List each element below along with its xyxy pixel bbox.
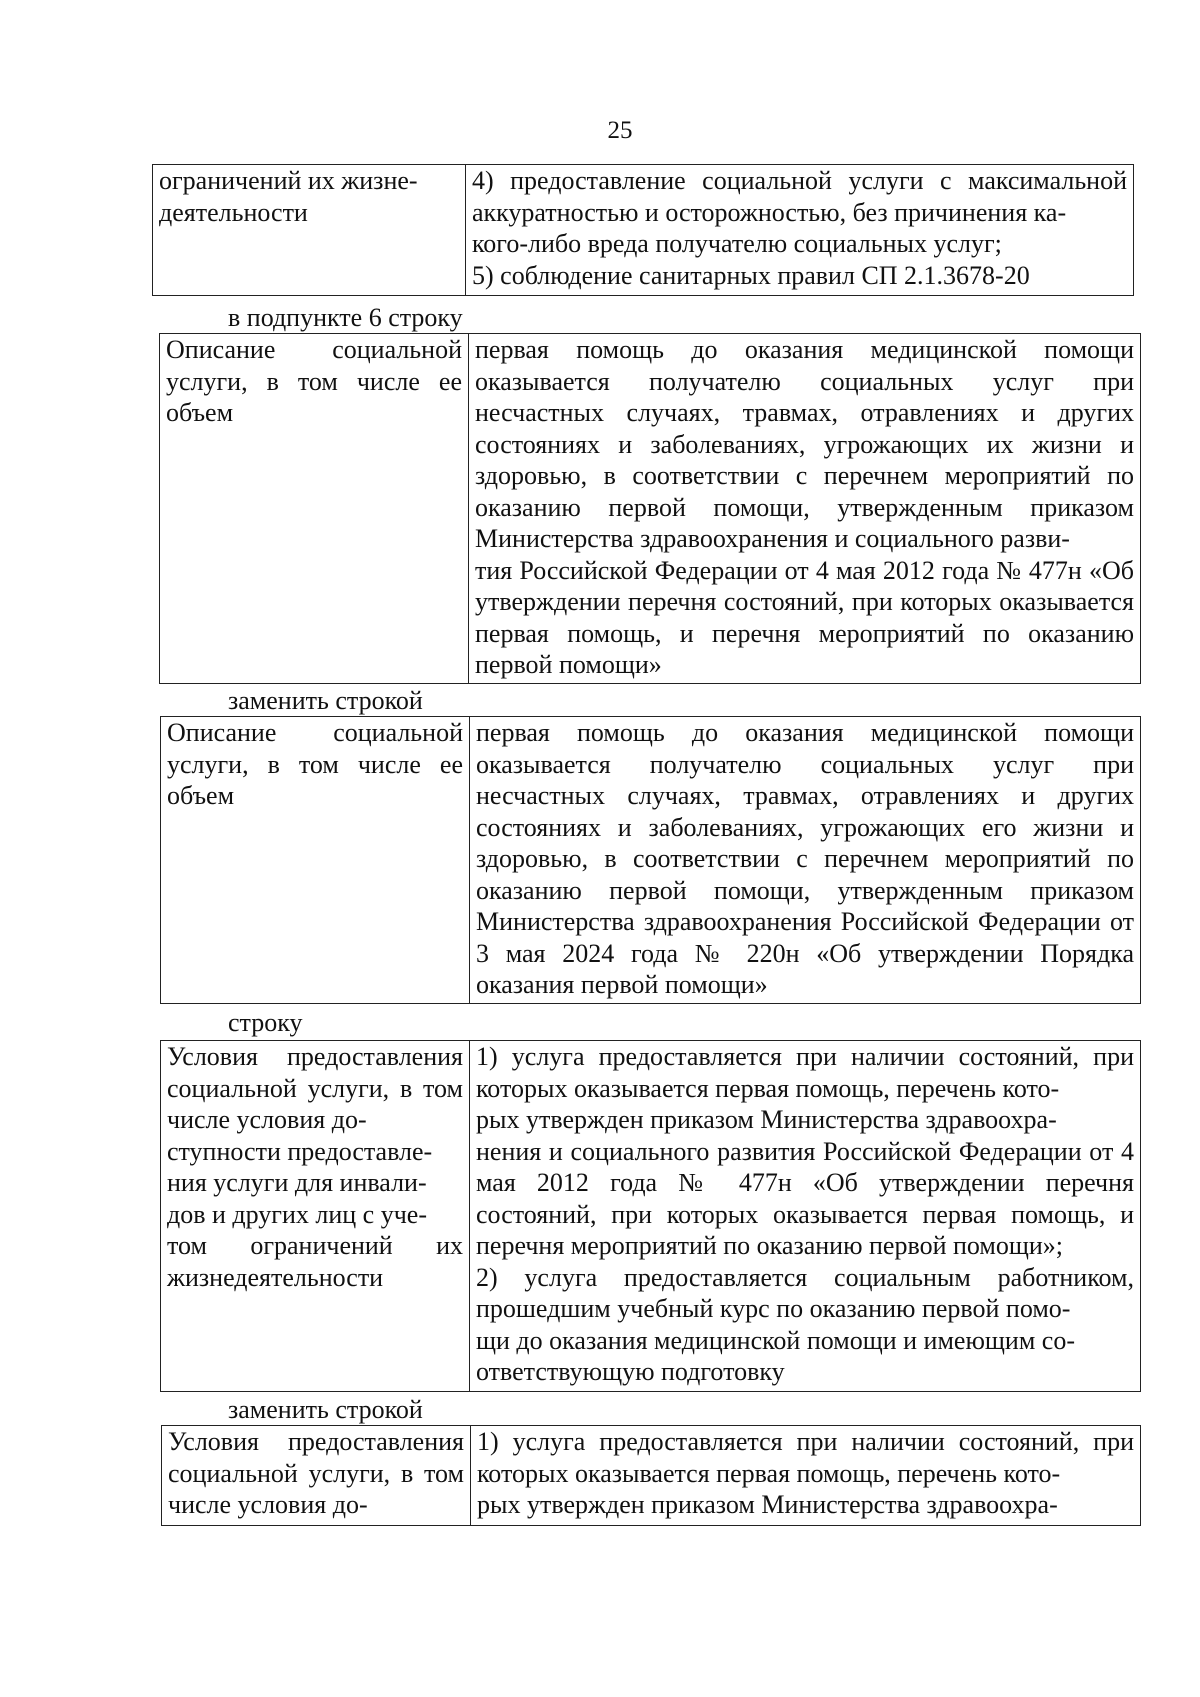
row-content-cell xyxy=(469,334,1141,684)
table-row xyxy=(160,334,1141,684)
row-label-cell xyxy=(162,1426,471,1526)
row-content-cell xyxy=(470,717,1141,1004)
row-content-cell xyxy=(470,1041,1141,1392)
table-continuation xyxy=(152,164,1134,296)
row-label-text: Условия предоставления социальной услуги, в том числе условия до- ступности предоставле- ния услуги для инвали- дов и других лиц с уче- том ограничений их жизнедеятельности xyxy=(167,1042,463,1292)
table-new-conditions xyxy=(161,1425,1141,1526)
page-number: 25 xyxy=(607,117,633,144)
table-row xyxy=(161,717,1141,1004)
row-content-text: первая помощь до оказания медицинской помощи оказывается получателю социальных услуг при несчастных случаях, травмах, отравлениях и других состояниях и заболеваниях, угрожающих его жизни и здоровью, в соответствии с перечнем мероприятий по оказанию первой помощи, утвержденным приказом Министерства здравоохранения Российской Федерации от 3 мая 2024 года № 220н «Об утверждении Порядка оказания первой помощи» xyxy=(476,718,1134,999)
row-content-text: 1) услуга предоставляется при наличии состояний, при которых оказывается первая помощь, перечень кото- рых утвержден приказом Министерства здравоохра- нения и социального развития Российской Федерации от 4 мая 2012 года № 477н «Об утверждении перечня состояний, при которых оказывается первая помощь, и перечня мероприятий по оказанию первой помощи»; 2) услуга предоставляется социальным работником, прошедшим учебный курс по оказанию первой помо- щи до оказания медицинской помощи и имеющим со- ответствующую подготовку xyxy=(476,1042,1134,1386)
row-label-cell xyxy=(161,717,470,1004)
table-old-conditions xyxy=(160,1040,1141,1392)
instruction-text: заменить строкой xyxy=(228,1395,423,1424)
row-label-text: Описание социальной услуги, в том числе ее объем xyxy=(167,718,463,810)
instruction-text: в подпункте 6 строку xyxy=(228,303,463,332)
instruction-text: заменить строкой xyxy=(228,686,423,715)
table-row xyxy=(161,1041,1141,1392)
row-content-text: 1) услуга предоставляется при наличии состояний, при которых оказывается первая помощь, перечень кото- рых утвержден приказом Министерства здравоохра- xyxy=(477,1427,1134,1519)
instruction-text: строку xyxy=(228,1008,303,1037)
row-label-text: Описание социальной услуги, в том числе ее объем xyxy=(166,335,462,427)
row-label-cell xyxy=(161,1041,470,1392)
table-row xyxy=(153,165,1134,296)
row-label-text: Условия предоставления социальной услуги, в том числе условия до- xyxy=(168,1427,464,1519)
table-new-description xyxy=(160,716,1141,1004)
row-content-cell xyxy=(466,165,1134,296)
row-content-text: 4) предоставление социальной услуги с максимальной аккуратностью и осторожностью, без причинения ка- кого-либо вреда получателю социальных услуг; 5) соблюдение санитарных правил СП 2.1.3678-20 xyxy=(472,166,1127,290)
row-label-cell xyxy=(160,334,469,684)
row-label-cell xyxy=(153,165,466,296)
table-old-description xyxy=(159,333,1141,684)
table-row xyxy=(162,1426,1141,1526)
row-content-text: первая помощь до оказания медицинской помощи оказывается получателю социальных услуг при несчастных случаях, травмах, отравлениях и других состояниях и заболеваниях, угрожающих их жизни и здоровью, в соответствии с перечнем мероприятий по оказанию первой помощи, утвержденным приказом Министерства здравоохранения и социального разви- тия Российской Федерации от 4 мая 2012 года № 477н «Об утверждении перечня состояний, при которых оказывается первая помощь, и перечня мероприятий по оказанию первой помощи» xyxy=(475,335,1134,679)
row-label-text: ограничений их жизне- деятельности xyxy=(159,166,418,227)
row-content-cell xyxy=(471,1426,1141,1526)
